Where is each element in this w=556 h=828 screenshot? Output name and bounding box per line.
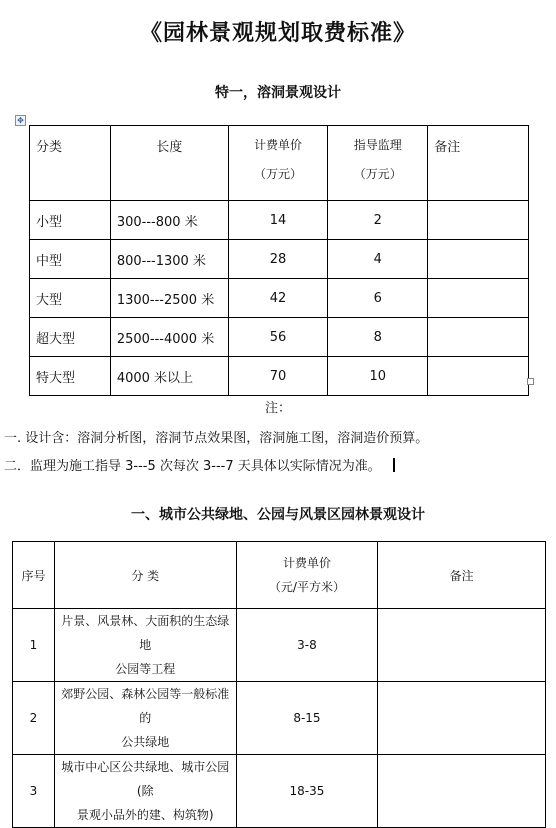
cell-category-line2: 公园等工程 — [115, 662, 176, 676]
cell-supervision: 6 — [328, 279, 428, 318]
table-row — [30, 357, 529, 396]
table-row — [30, 279, 529, 318]
cell-category-line2: 景观小品外的建、构筑物) — [76, 808, 214, 822]
header-unit-price-line1: 计费单价 — [254, 138, 303, 152]
table-row — [13, 682, 546, 755]
cell-price: 70 — [228, 357, 328, 396]
cave-fee-table — [29, 125, 529, 396]
cell-category-line1: 片景、风景林、大面积的生态绿地 — [61, 614, 230, 652]
cell-seq: 3 — [13, 755, 55, 828]
header-seq: 序号 — [13, 542, 55, 609]
cell-category — [54, 682, 236, 755]
table-row — [30, 240, 529, 279]
cell-category-line1: 郊野公园、森林公园等一般标准的 — [61, 687, 230, 725]
cell-remarks — [378, 755, 546, 828]
cell-category: 大型 — [30, 279, 111, 318]
table-row — [13, 755, 546, 828]
cell-seq: 2 — [13, 682, 55, 755]
cell-price: 8-15 — [236, 682, 378, 755]
header-supervision — [328, 126, 428, 201]
cell-remarks — [378, 609, 546, 682]
cell-supervision: 10 — [328, 357, 428, 396]
table-row — [30, 201, 529, 240]
table-resize-handle[interactable] — [527, 378, 534, 385]
cell-remarks — [428, 318, 529, 357]
cell-price: 3-8 — [236, 609, 378, 682]
cell-remarks — [378, 682, 546, 755]
cell-length: 300---800 米 — [110, 201, 228, 240]
note-line-1: 一. 设计含：溶洞分析图，溶洞节点效果图，溶洞施工图，溶洞造价预算。 — [4, 431, 429, 446]
cell-category: 超大型 — [30, 318, 111, 357]
section1-title: 特一，溶洞景观设计 — [215, 85, 341, 101]
table-move-handle-icon[interactable]: ✥ — [15, 115, 26, 126]
header-unit-price-line2: （元/平方米） — [268, 580, 345, 594]
notes-title: 注： — [264, 401, 291, 416]
header-unit-price-line2: （万元） — [254, 167, 303, 181]
table-header-row — [13, 542, 546, 609]
cell-seq: 1 — [13, 609, 55, 682]
cell-category-line1: 城市中心区公共绿地、城市公园(除 — [61, 760, 230, 798]
cell-category: 特大型 — [30, 357, 111, 396]
cell-category-line2: 公共绿地 — [121, 735, 170, 749]
header-supervision-line2: （万元） — [353, 167, 402, 181]
header-remarks: 备注 — [378, 542, 546, 609]
cell-length: 1300---2500 米 — [110, 279, 228, 318]
cell-length: 4000 米以上 — [110, 357, 228, 396]
cell-category — [54, 755, 236, 828]
note-line-2-text: 二．监理为施工指导 3---5 次每次 3---7 天具体以实际情况为准。 — [4, 459, 381, 474]
cell-price: 14 — [228, 201, 328, 240]
note-line-2 — [4, 455, 395, 474]
table-row — [30, 318, 529, 357]
cell-price: 28 — [228, 240, 328, 279]
table-header-row — [30, 126, 529, 201]
header-unit-price — [228, 126, 328, 201]
cell-price: 42 — [228, 279, 328, 318]
cell-category: 小型 — [30, 201, 111, 240]
header-unit-price-line1: 计费单价 — [282, 556, 331, 570]
section2-title: 一、城市公共绿地、公园与风景区园林景观设计 — [131, 507, 425, 523]
cell-supervision: 8 — [328, 318, 428, 357]
document-title: 《园林景观规划取费标准》 — [139, 20, 416, 46]
cell-remarks — [428, 201, 529, 240]
cell-length: 800---1300 米 — [110, 240, 228, 279]
text-cursor — [393, 458, 395, 472]
header-length: 长度 — [110, 126, 228, 201]
cell-category: 中型 — [30, 240, 111, 279]
cell-supervision: 2 — [328, 201, 428, 240]
cell-remarks — [428, 279, 529, 318]
green-space-fee-table — [12, 541, 546, 828]
header-category: 分 类 — [54, 542, 236, 609]
cell-length: 2500---4000 米 — [110, 318, 228, 357]
header-category: 分类 — [30, 126, 111, 201]
header-supervision-line1: 指导监理 — [353, 138, 402, 152]
cell-remarks — [428, 357, 529, 396]
cell-price: 18-35 — [236, 755, 378, 828]
cell-remarks — [428, 240, 529, 279]
cell-price: 56 — [228, 318, 328, 357]
table-row — [13, 609, 546, 682]
cell-category — [54, 609, 236, 682]
cell-supervision: 4 — [328, 240, 428, 279]
header-unit-price — [236, 542, 378, 609]
header-remarks: 备注 — [428, 126, 529, 201]
